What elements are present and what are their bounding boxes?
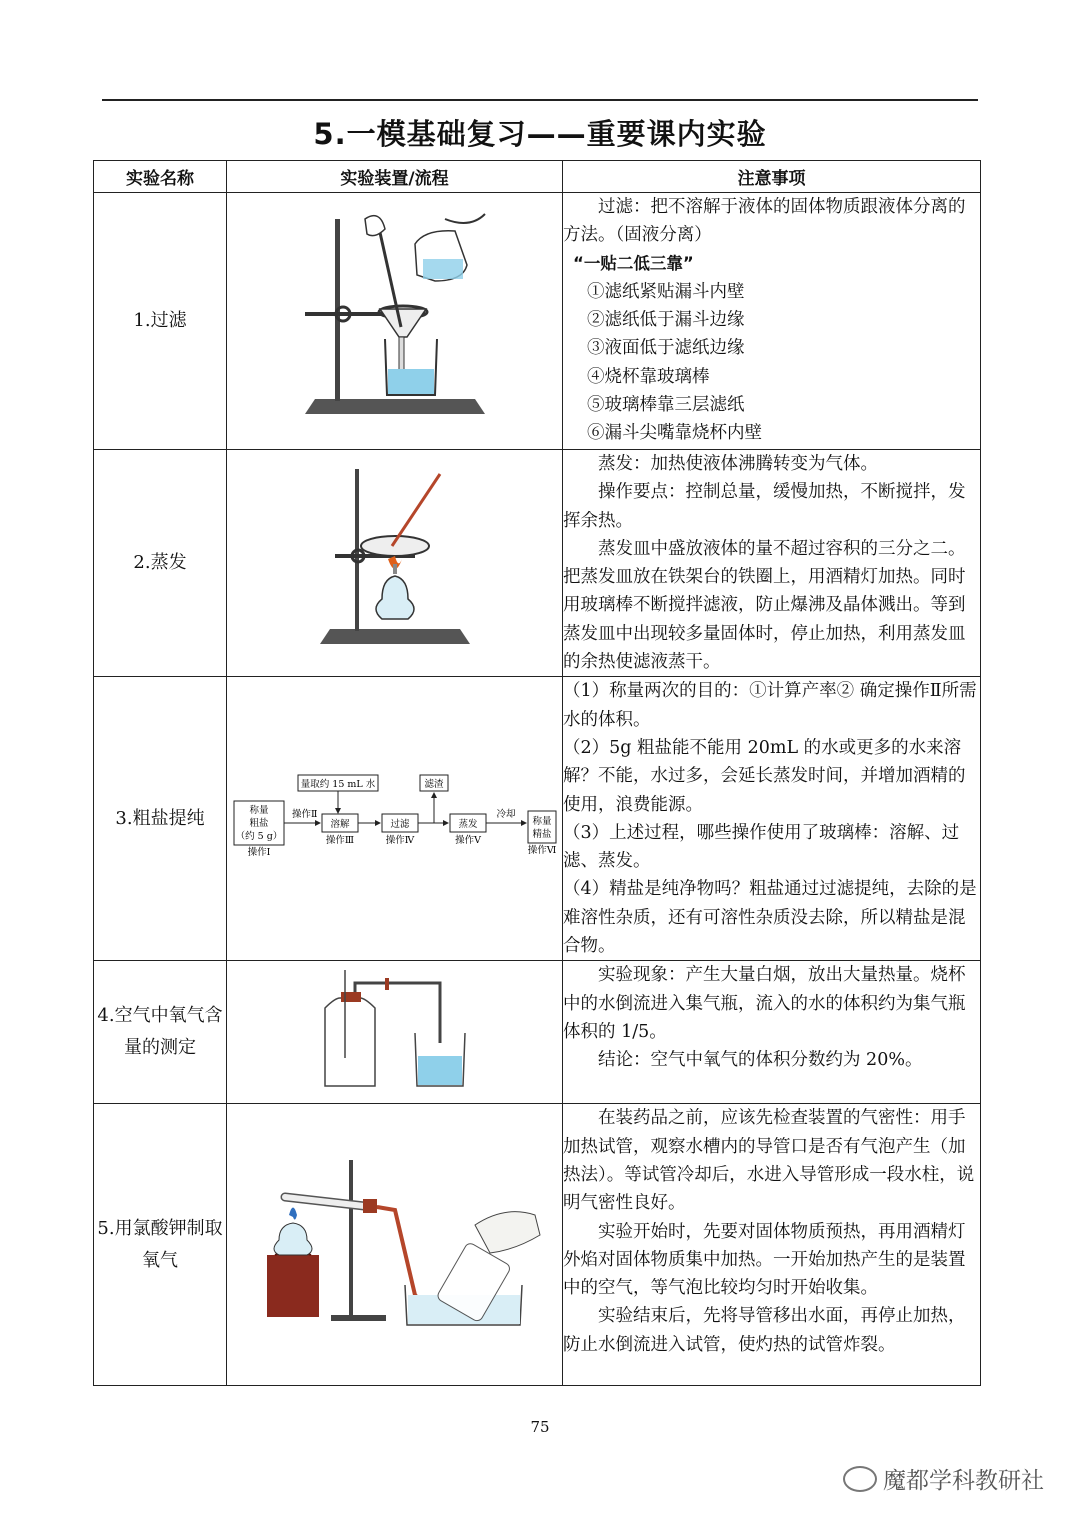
note-line: 结论：空气中氧气的体积分数约为 20%。 <box>598 1050 923 1071</box>
table-row <box>94 1104 981 1386</box>
experiment-name: 2.蒸发 <box>94 450 227 677</box>
note-line: 实验结束后，先将导管移出水面，再停止加热，防止水倒流进入试管，使灼热的试管炸裂。 <box>563 1306 966 1355</box>
oxygen-apparatus-icon <box>315 968 475 1093</box>
experiment-name: 1.过滤 <box>94 193 227 450</box>
experiment-name: 5.用氯酸钾制取氧气 <box>94 1104 227 1386</box>
experiment-table <box>93 160 981 1386</box>
header-name: 实验名称 <box>94 161 227 193</box>
note-line: 在装药品之前，应该先检查装置的气密性：用手加热试管，观察水槽内的导管口是否有气泡产生（加热法）。等试管冷却后，水进入导管形成一段水柱，说明气密性良好。 <box>563 1108 975 1214</box>
flow-start-op: 操作Ⅰ <box>247 846 270 858</box>
table-row <box>94 450 981 677</box>
experiment-name: 4.空气中氧气含量的测定 <box>94 961 227 1104</box>
table-header-row <box>94 161 981 193</box>
note-line: ⑥漏斗尖嘴靠烧杯内壁 <box>587 423 762 444</box>
beaker-water <box>388 369 434 394</box>
note-line: 操作要点：控制总量，缓慢加热，不断搅拌，发挥余热。 <box>563 482 966 531</box>
flowchart-diagram <box>232 767 558 867</box>
note-line: （1）称量两次的目的：①计算产率② 确定操作Ⅱ所需水的体积。 <box>563 681 977 730</box>
oxygen-preparation-figure <box>227 1104 563 1386</box>
salt-purification-flowchart <box>227 677 563 961</box>
flow-water-text: 量取约 15 mL 水 <box>300 778 375 790</box>
evaporation-apparatus-icon <box>310 464 480 659</box>
flow-evaporate: 蒸发 <box>457 818 478 830</box>
table-row <box>94 961 981 1104</box>
note-line: ②滤纸低于漏斗边缘 <box>587 310 745 331</box>
note-line: ①滤纸紧贴漏斗内壁 <box>587 281 745 302</box>
note-line: ③液面低于滤纸边缘 <box>587 338 745 359</box>
watermark <box>843 1462 1044 1495</box>
flow-end-line2: 精盐 <box>531 828 552 840</box>
flow-evaporate-op: 操作Ⅴ <box>454 834 481 846</box>
experiment-notes <box>563 677 981 961</box>
page-number: 75 <box>530 1418 550 1436</box>
watermark-text: 魔都学科教研社 <box>883 1468 1044 1494</box>
experiment-notes <box>563 450 981 677</box>
page-title: 5.一模基础复习——重要课内实验 <box>313 117 767 151</box>
flow-start-line2: 粗盐 <box>248 817 269 829</box>
header-notes: 注意事项 <box>563 161 981 193</box>
note-line: （4）精盐是纯净物吗？粗盐通过过滤提纯，去除的是难溶性杂质，还有可溶性杂质没去除，所以精盐是混合物。 <box>563 879 977 957</box>
note-line: 实验开始时，先要对固体物质预热，再用酒精灯外焰对固体物质集中加热。一开始加热产生的是装置中的空气，等气泡比较均匀时开始收集。 <box>563 1221 966 1299</box>
experiment-notes <box>563 193 981 450</box>
note-line: 蒸发皿中盛放液体的量不超过容积的三分之二。把蒸发皿放在铁架台的铁圈上，用酒精灯加热。同时用玻璃棒不断搅拌滤液，防止爆沸及晶体溅出。等到蒸发皿中出现较多量固体时，停止加热，利用蒸发皿的余热使滤液蒸干。 <box>563 538 966 673</box>
flow-start-line3: （约 5 g） <box>235 830 282 842</box>
note-line: 实验现象：产生大量白烟，放出大量热量。烧杯中的水倒流进入集气瓶，流入的水的体积约为集气瓶体积的 1/5。 <box>563 965 966 1042</box>
flow-dissolve-op: 操作Ⅲ <box>325 834 354 846</box>
flow-filter-op: 操作Ⅳ <box>385 834 414 846</box>
wechat-icon <box>843 1466 877 1492</box>
note-line: （2）5g 粗盐能不能用 20mL 的水或更多的水来溶解？不能，水过多，会延长蒸发时间，并增加酒精的使用，浪费能源。 <box>563 737 966 815</box>
experiment-notes <box>563 961 981 1104</box>
note-line: ④烧杯靠玻璃棒 <box>587 366 710 387</box>
flow-end-op: 操作Ⅵ <box>527 844 556 856</box>
flow-dissolve: 溶解 <box>329 818 350 830</box>
filtration-apparatus-icon <box>295 209 495 429</box>
note-line: ⑤玻璃棒靠三层滤纸 <box>587 395 745 416</box>
flow-end-line1: 称量 <box>531 815 552 827</box>
experiment-notes <box>563 1104 981 1386</box>
oxygen-measurement-figure <box>227 961 563 1104</box>
flow-start-line1: 称量 <box>248 804 269 816</box>
evaporation-figure <box>227 450 563 677</box>
filtration-figure <box>227 193 563 450</box>
note-line: （3）上述过程，哪些操作使用了玻璃棒：溶解、过滤、蒸发。 <box>563 822 960 872</box>
kclo3-apparatus-icon <box>245 1155 545 1330</box>
header-rule <box>102 99 978 101</box>
table-row <box>94 677 981 961</box>
table-row <box>94 193 981 450</box>
flow-filter: 过滤 <box>389 818 410 830</box>
note-line: 蒸发：加热使液体沸腾转变为气体。 <box>598 454 878 474</box>
flow-water-op: 操作Ⅱ <box>291 808 317 820</box>
flow-residue: 滤渣 <box>423 778 444 790</box>
note-line: 过滤：把不溶解于液体的固体物质跟液体分离的方法。（固液分离） <box>563 197 966 246</box>
note-line: “一贴二低三靠” <box>573 253 694 273</box>
experiment-name: 3.粗盐提纯 <box>94 677 227 961</box>
header-apparatus: 实验装置/流程 <box>227 161 563 193</box>
flow-cool: 冷却 <box>495 808 516 820</box>
